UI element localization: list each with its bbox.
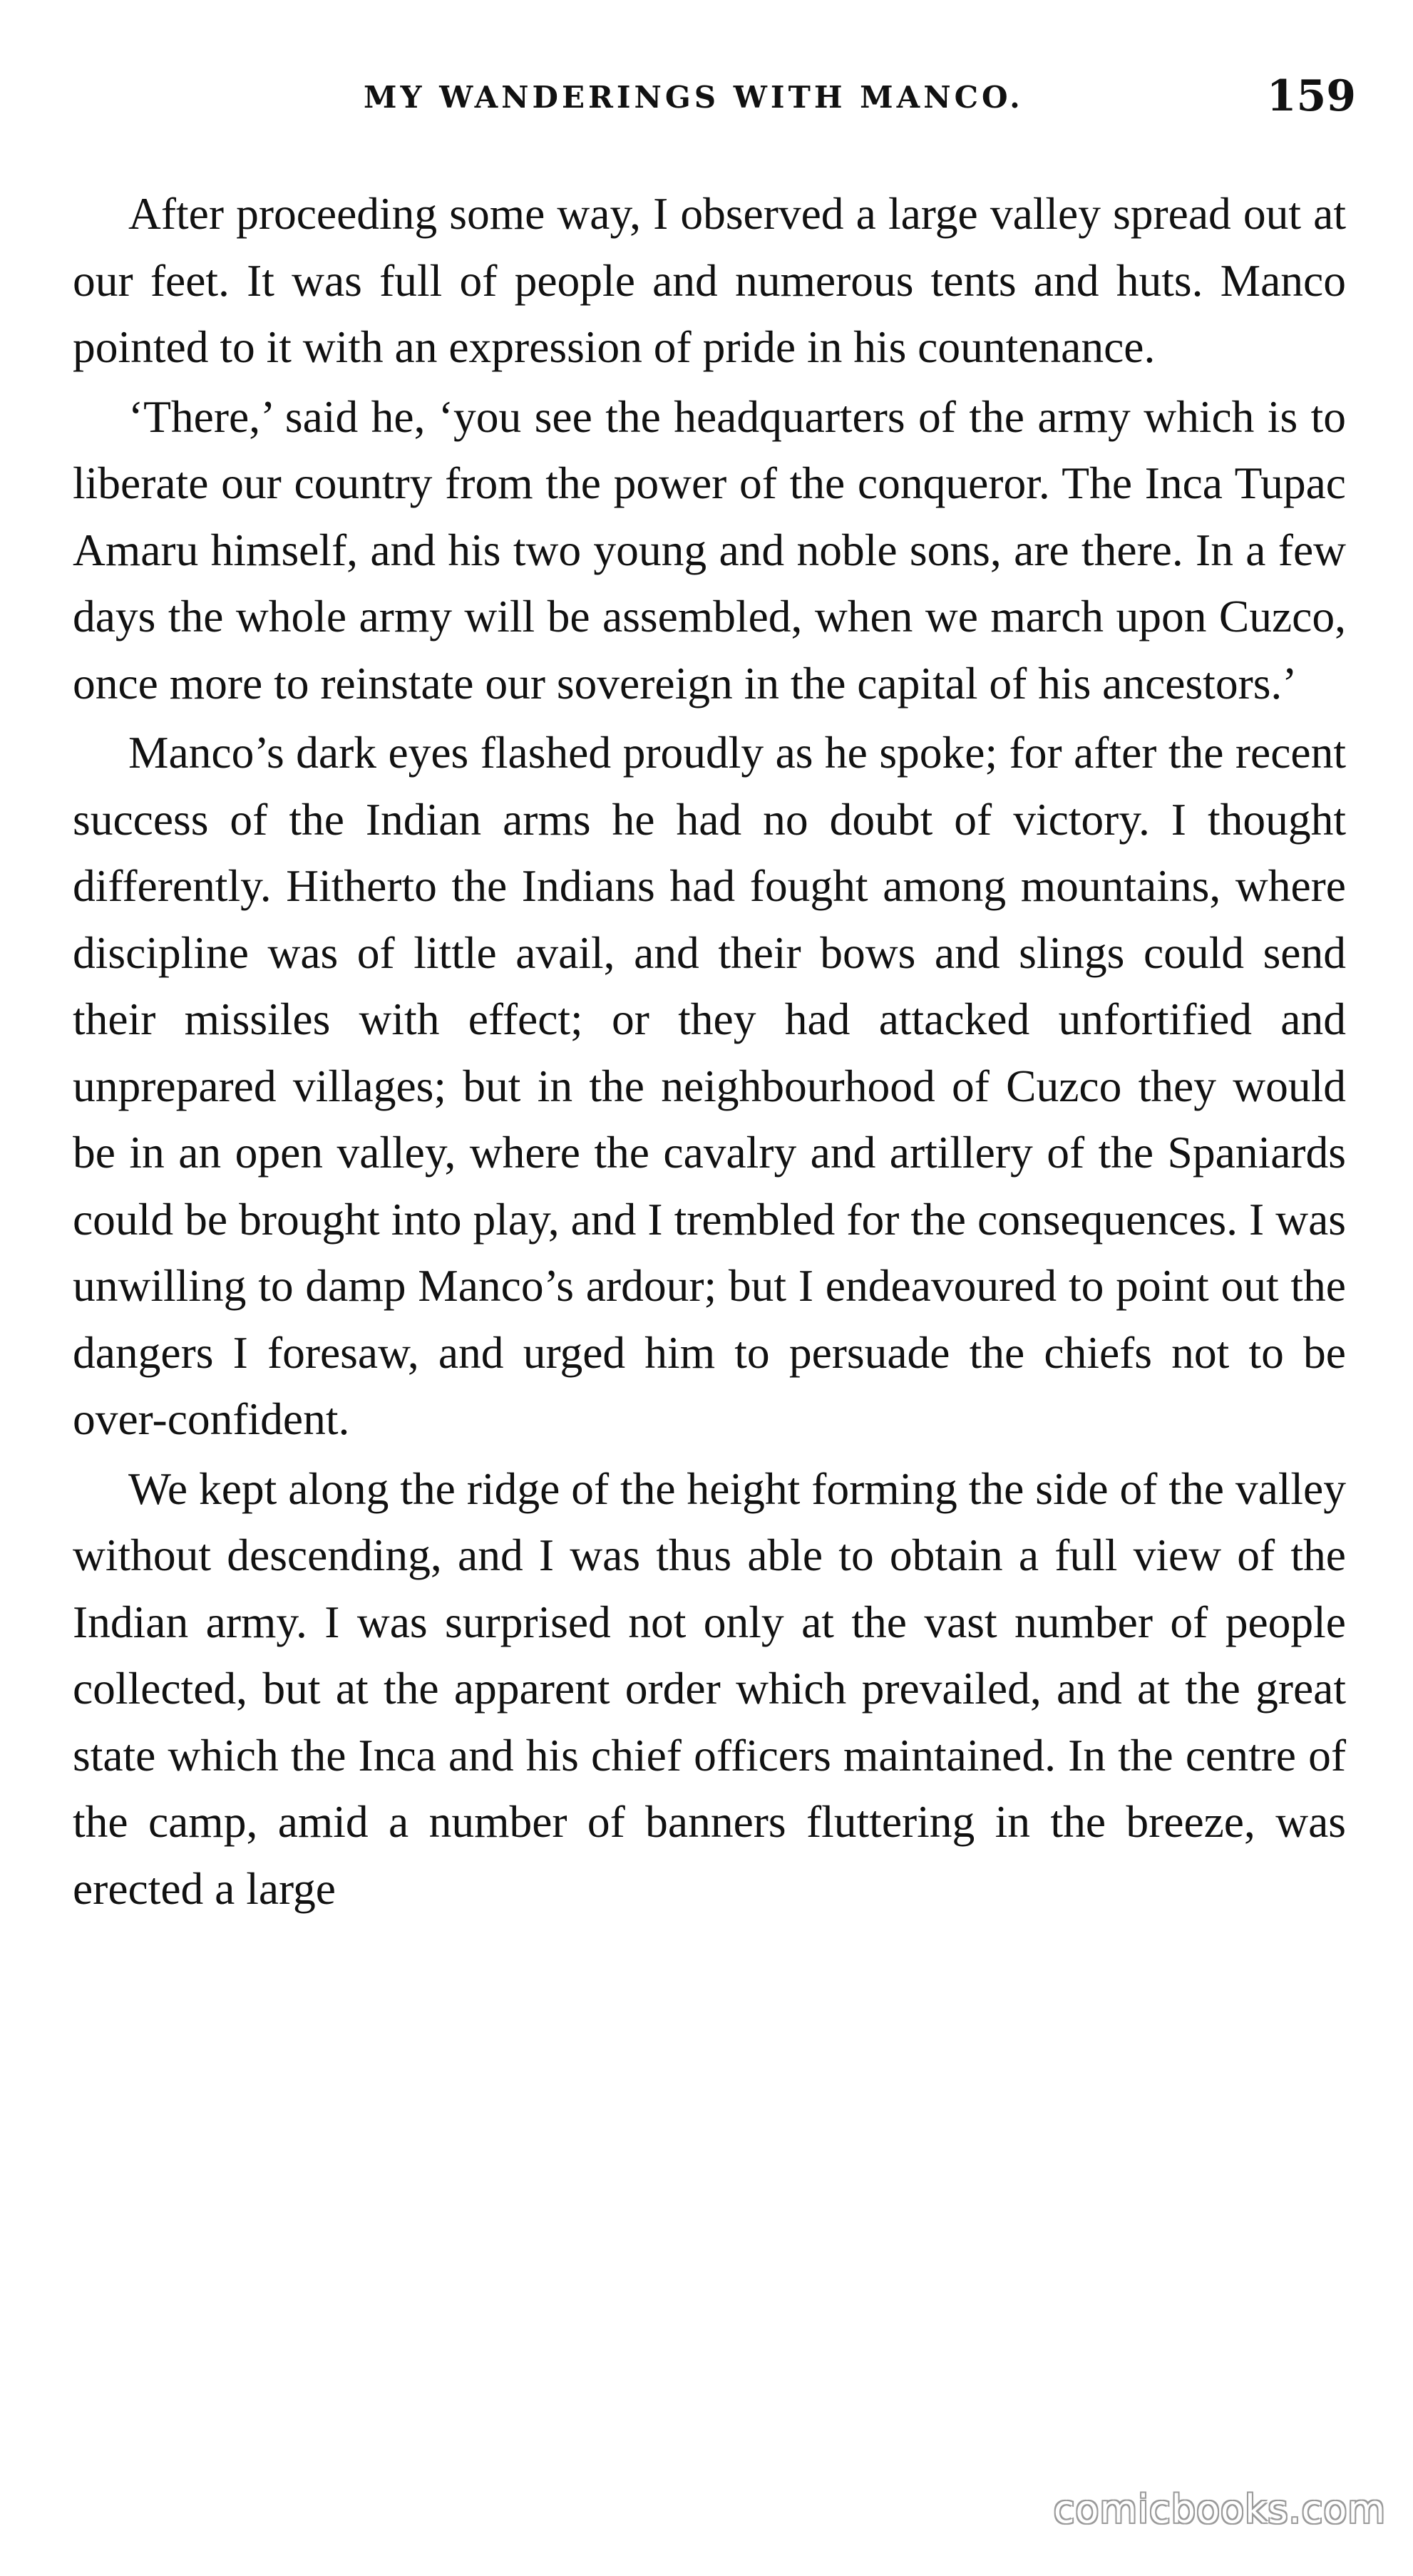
paragraph: Manco’s dark eyes flashed proudly as he spoke; for after the recent success of the Indian arms he had no doubt of victory. I thought differently. Hitherto the Indians had fought among mountains, where discipline was of little avail, and their bows and slings could send their missiles with effect; or they had attacked unfortified and unprepared villages; but in the neighbourhood of Cuzco they would be in an open valley, where the cavalry and artillery of the Spaniards could be brought into play, and I trembled for the consequences. I was unwilling to damp Manco’s ardour; but I endeavoured to point out the dangers I foresaw, and urged him to persuade the chiefs not to be over-confident.: [73, 727, 1346, 1444]
running-head: [0, 71, 1413, 128]
paragraph: After proceeding some way, I observed a large valley spread out at our feet. It was full of people and numerous tents and huts. Manco pointed to it with an expression of pride in his countenance.: [73, 188, 1346, 372]
body-text: [73, 180, 1346, 1922]
running-title: MY WANDERINGS WITH MANCO.: [364, 80, 1024, 115]
paragraph: ‘There,’ said he, ‘you see the headquarters of the army which is to liberate our country from the power of the conqueror. The Inca Tupac Amaru himself, and his two young and noble sons, are there. In a few days the whole army will be assembled, when we march upon Cuzco, once more to reinstate our sovereign in the capital of his ancestors.’: [73, 391, 1346, 709]
watermark: comicbooks.com: [1053, 2487, 1386, 2532]
page-number: 159: [1266, 71, 1356, 121]
paragraph: We kept along the ridge of the height forming the side of the valley without descending, and I was thus able to obtain a full view of the Indian army. I was surprised not only at the vast number of people collected, but at the apparent order which prevailed, and at the great state which the Inca and his chief officers maintained. In the centre of the camp, amid a number of banners fluttering in the breeze, was erected a large: [73, 1463, 1346, 1914]
